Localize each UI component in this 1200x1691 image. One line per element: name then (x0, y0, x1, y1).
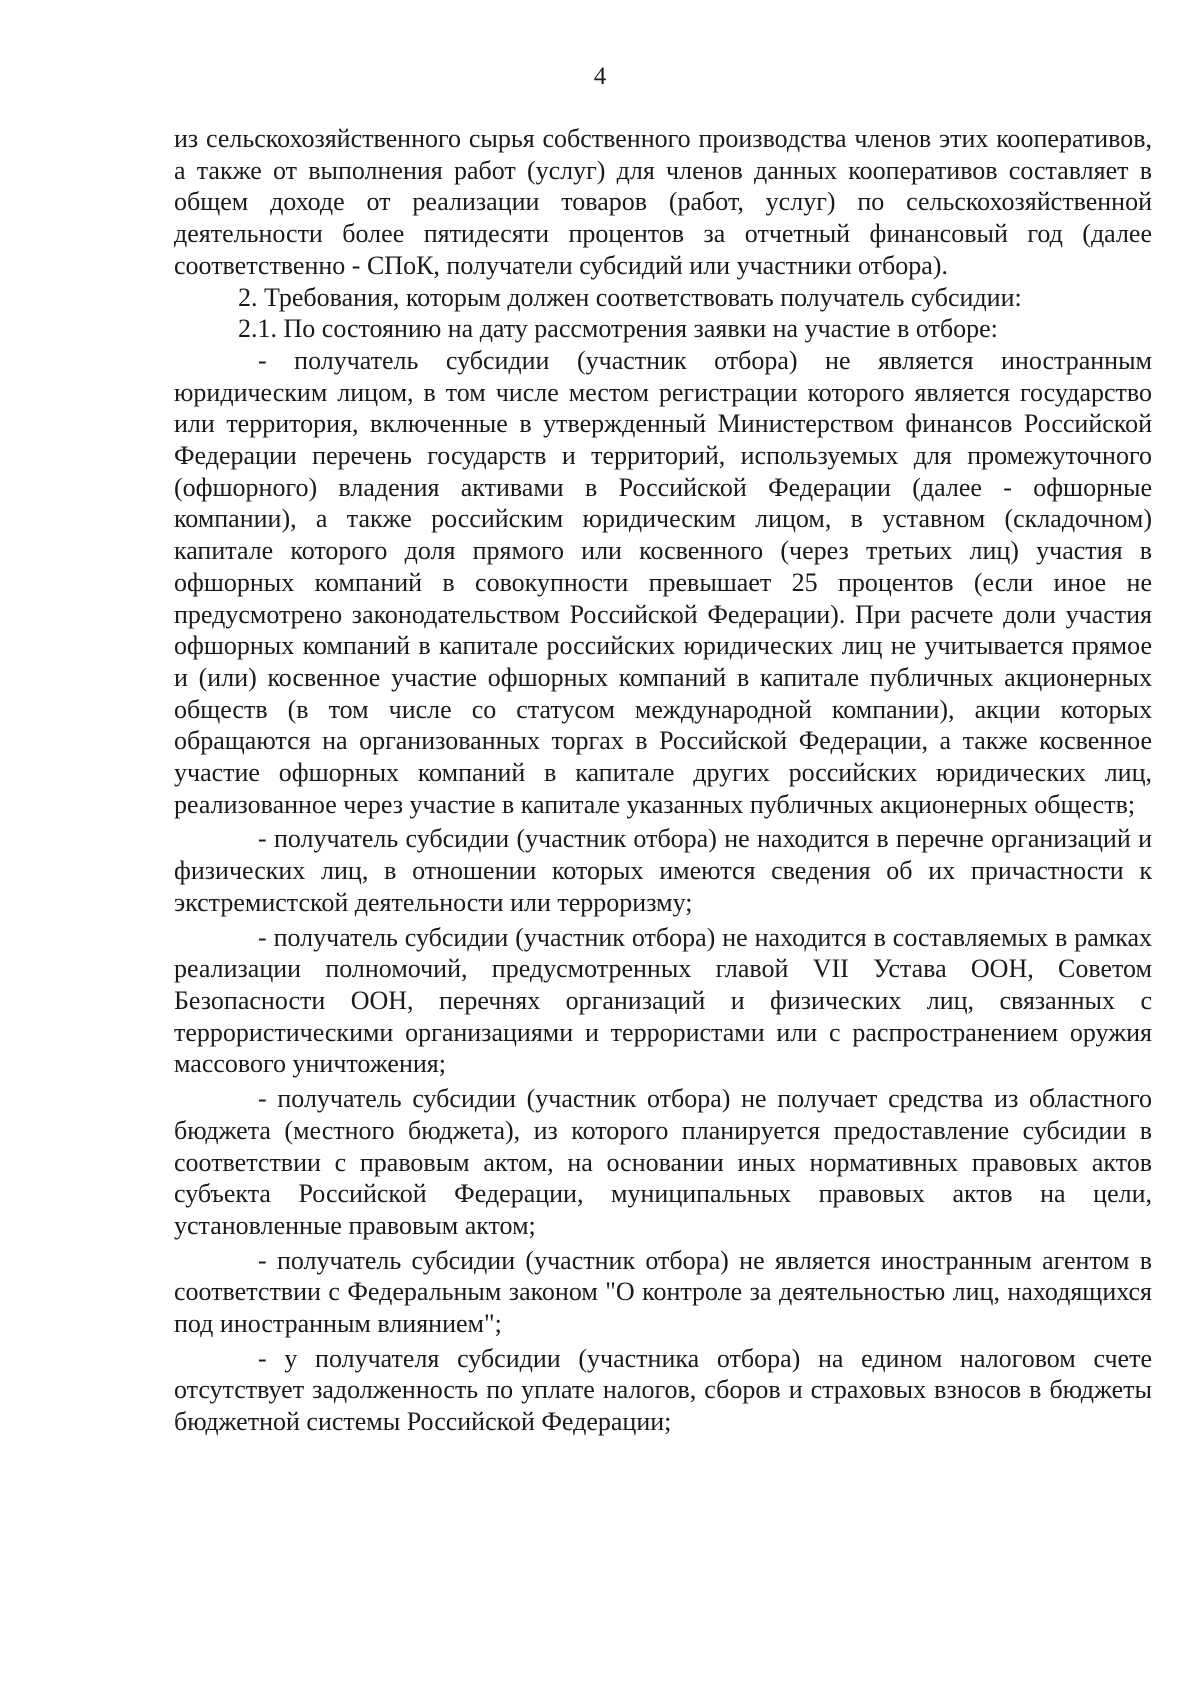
paragraph-un-lists-requirement: - получатель субсидии (участник отбора) не находится в составляемых в рамках реализации полномочий, предусмотренных главой VII Устава ООН, Советом Безопасности ООН, перечнях организаций и физических лиц, связанных с террористическими организациями и террористами или с распространением оружия массового уничтожения; (174, 922, 1152, 1079)
paragraph-foreign-agent-requirement: - получатель субсидии (участник отбора) не является иностранным агентом в соответствии с Федеральным законом "О контроле за деятельностью лиц, находящихся под иностранным влиянием"; (174, 1245, 1152, 1339)
paragraph-extremism-requirement: - получатель субсидии (участник отбора) не находится в перечне организаций и физических лиц, в отношении которых имеются сведения об их причастности к экстремистской деятельности или терроризму; (174, 824, 1152, 917)
paragraph-tax-debt-requirement: - у получателя субсидии (участника отбора) на едином налоговом счете отсутствует задолженность по уплате налогов, сборов и страховых взносов в бюджеты бюджетной системы Российской Федерации; (174, 1343, 1152, 1437)
paragraph-budget-funds-requirement: - получатель субсидии (участник отбора) не получает средства из областного бюджета (местного бюджета), из которого планируется предоставление субсидии в соответствии с правовым актом, на основании иных нормативных правовых актов субъекта Российской Федерации, муниципальных правовых актов на цели, установленные правовым актом; (174, 1084, 1152, 1240)
paragraph-requirements-heading: 2. Требования, которым должен соответствовать получатель субсидии: (238, 282, 1022, 312)
paragraph-continuation: из сельскохозяйственного сырья собственного производства членов этих кооперативов, а также от выполнения работ (услуг) для членов данных кооперативов составляет в общем доходе от реализации товаров (работ, услуг) по сельскохозяйственной деятельности более пятидесяти процентов за отчетный финансовый год (далее соответственно - СПоК, получатели субсидий или участники отбора). (174, 124, 1152, 280)
paragraph-offshore-requirement: - получатель субсидии (участник отбора) не является иностранным юридическим лицом, в том числе местом регистрации которого является государство или территория, включенные в утвержденный Министерством финансов Российской Федерации перечень государств и территорий, используемых для промежуточного (офшорного) владения активами в Российской Федерации (далее - офшорные компании), а также российским юридическим лицом, в уставном (складочном) капитале которого доля прямого или косвенного (через третьих лиц) участия в офшорных компаний в совокупности превышает 25 процентов (если иное не предусмотрено законодательством Российской Федерации). При расчете доли участия офшорных компаний в капитале российских юридических лиц не учитывается прямое и (или) косвенное участие офшорных компаний в капитале публичных акционерных обществ (в том числе со статусом международной компании), акции которых обращаются на организованных торгах в Российской Федерации, а также косвенное участие офшорных компаний в капитале других российских юридических лиц, реализованное через участие в капитале указанных публичных акционерных обществ; (174, 345, 1152, 819)
page-number: 4 (593, 63, 607, 90)
document-body (174, 123, 1152, 1438)
paragraph-clause-2-1: 2.1. По состоянию на дату рассмотрения заявки на участие в отборе: (238, 314, 998, 344)
